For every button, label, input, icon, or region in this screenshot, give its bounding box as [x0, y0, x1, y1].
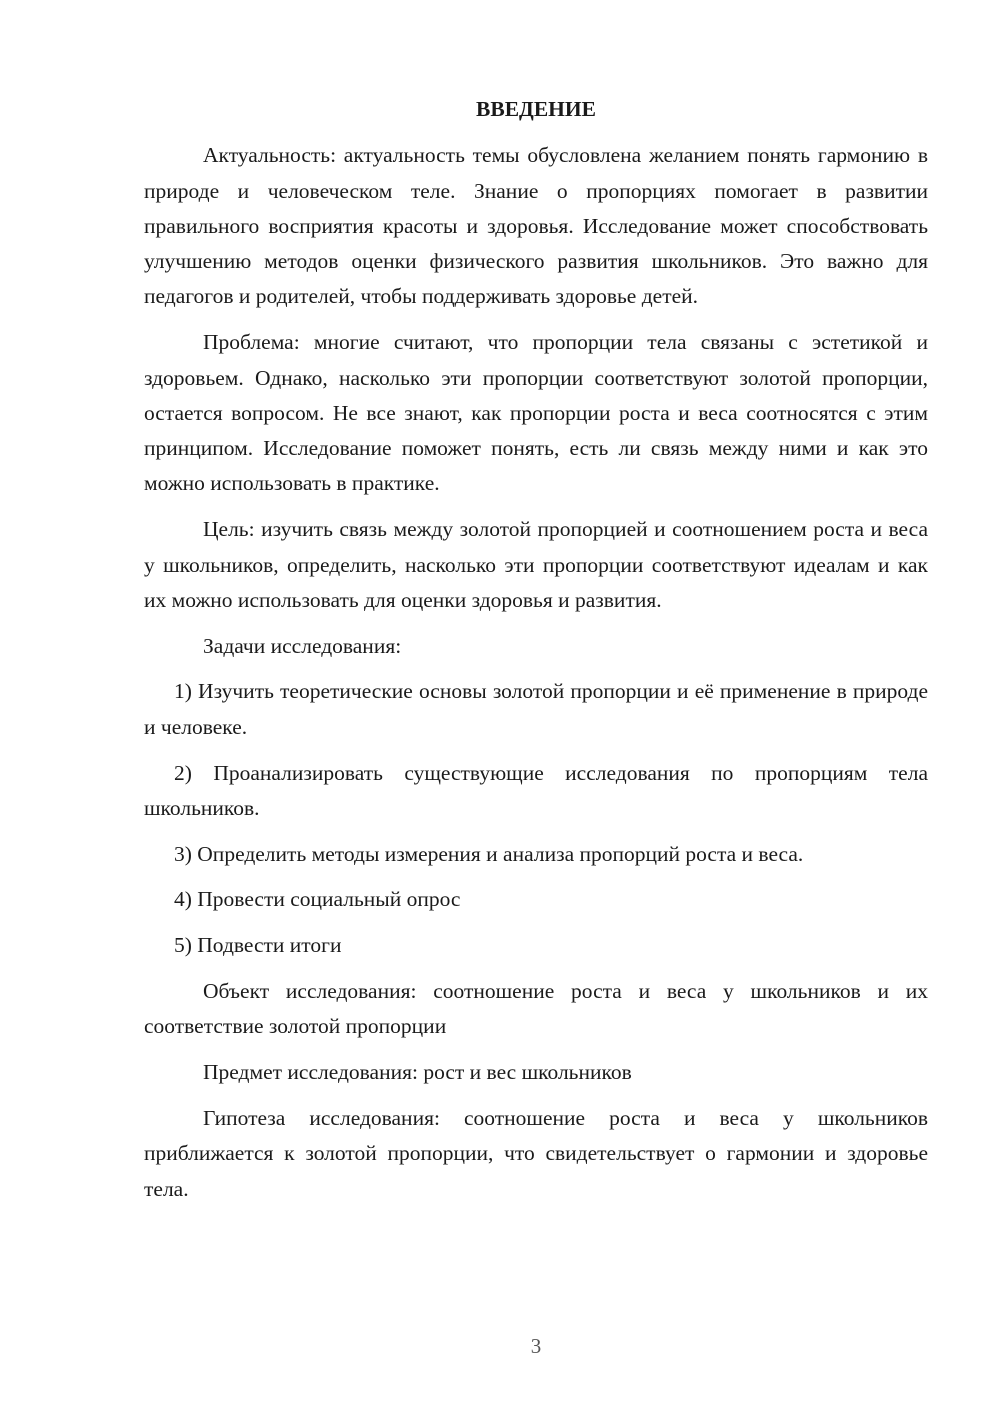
- page-number: 3: [530, 1334, 542, 1358]
- task-item-1: 1) Изучить теоретические основы золотой пропорции и её применение в природе и человеке.: [144, 679, 928, 739]
- task-item-5: 5) Подвести итоги: [174, 933, 342, 958]
- paragraph-relevance: Актуальность: актуальность темы обусловлена желанием понять гармонию в природе и человеческом теле. Знание о пропорциях помогает в развитии правильного восприятия красоты и здоровья. Исследование может способствовать улучшению методов оценки физического развития школьников. Это важно для педагогов и родителей, чтобы поддерживать здоровье детей.: [144, 143, 928, 309]
- task-item-2: 2) Проанализировать существующие исследования по пропорциям тела школьников.: [144, 760, 928, 820]
- document-page: [144, 92, 928, 1217]
- tasks-heading: Задачи исследования:: [203, 633, 402, 658]
- paragraph-hypothesis: Гипотеза исследования: соотношение роста и веса у школьников приближается к золотой пропорции, что свидетельствует о гармонии и здоровье тела.: [144, 1105, 928, 1201]
- task-item-4: 4) Провести социальный опрос: [174, 887, 461, 912]
- paragraph-goal: Цель: изучить связь между золотой пропорцией и соотношением роста и веса у школьников, определить, насколько эти пропорции соответствуют идеалам и как их можно использовать для оценки здоровья и развития.: [144, 517, 928, 612]
- paragraph-subject: Предмет исследования: рост и вес школьников: [203, 1060, 632, 1085]
- task-item-3: 3) Определить методы измерения и анализа пропорций роста и веса.: [174, 841, 804, 866]
- paragraph-problem: Проблема: многие считают, что пропорции тела связаны с эстетикой и здоровьем. Однако, насколько эти пропорции соответствуют золотой пропорции, остается вопросом. Не все знают, как пропорции роста и веса соотносятся с этим принципом. Исследование поможет понять, есть ли связь между ними и как это можно использовать в практике.: [144, 330, 928, 496]
- paragraph-object: Объект исследования: соотношение роста и веса у школьников и их соответствие золотой пропорции: [144, 979, 928, 1039]
- page-title: ВВЕДЕНИЕ: [476, 97, 596, 121]
